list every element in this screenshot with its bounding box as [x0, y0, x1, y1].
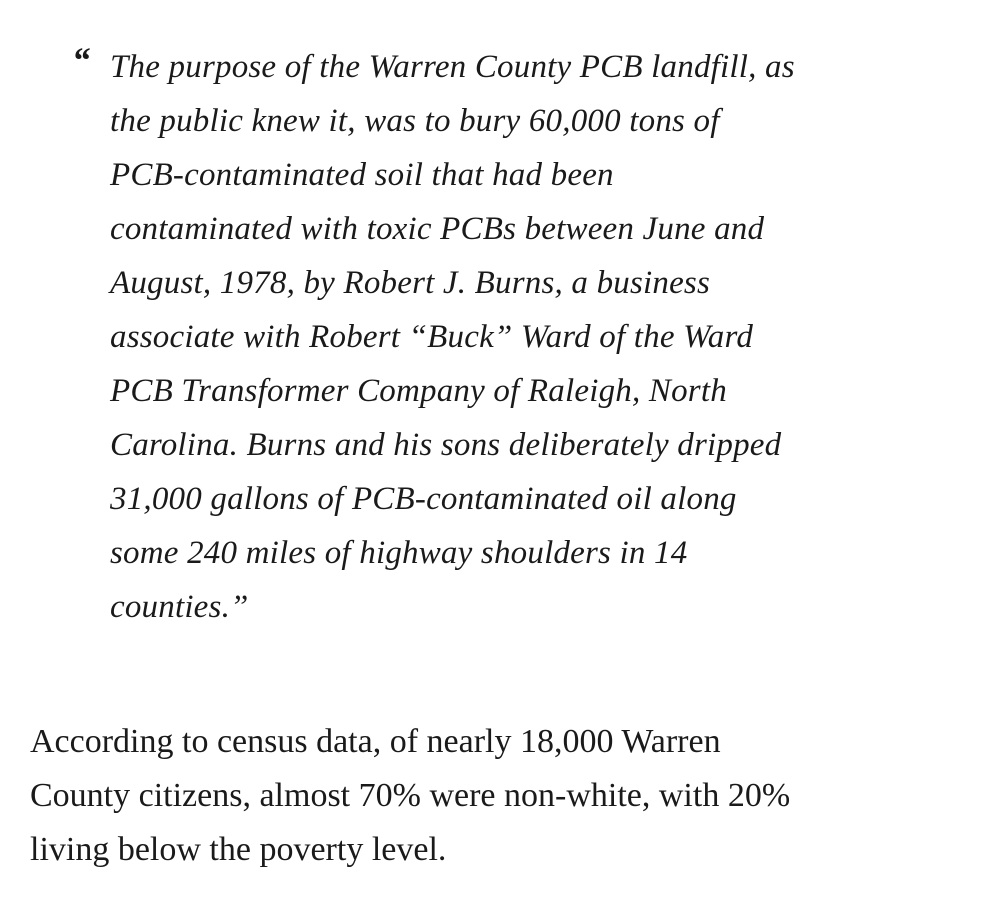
quote-text [110, 40, 910, 634]
quote-line: associate with Robert “Buck” Ward of the Ward [110, 319, 754, 355]
paragraph-line: According to census data, of nearly 18,000 Warren [30, 723, 721, 760]
quote-line: counties.” [110, 589, 249, 625]
paragraph-line: living below the poverty level. [30, 831, 447, 868]
quote-line: PCB Transformer Company of Raleigh, North [110, 373, 727, 409]
body-paragraph [30, 715, 970, 877]
quote-line: PCB-contaminated soil that had been [110, 157, 614, 193]
quote-line: Carolina. Burns and his sons deliberately dripped [110, 427, 782, 463]
paragraph-line: County citizens, almost 70% were non-white, with 20% [30, 777, 791, 814]
quote-line: August, 1978, by Robert J. Burns, a business [110, 265, 711, 301]
quote-line: contaminated with toxic PCBs between June and [110, 211, 765, 247]
quote-line: the public knew it, was to bury 60,000 tons of [110, 103, 720, 139]
quote-line: 31,000 gallons of PCB-contaminated oil along [110, 481, 737, 517]
quote-line: The purpose of the Warren County PCB landfill, as [110, 49, 795, 85]
pull-quote [72, 40, 910, 634]
quote-line: some 240 miles of highway shoulders in 14 [110, 535, 688, 571]
open-quote-mark: “ [72, 40, 90, 80]
